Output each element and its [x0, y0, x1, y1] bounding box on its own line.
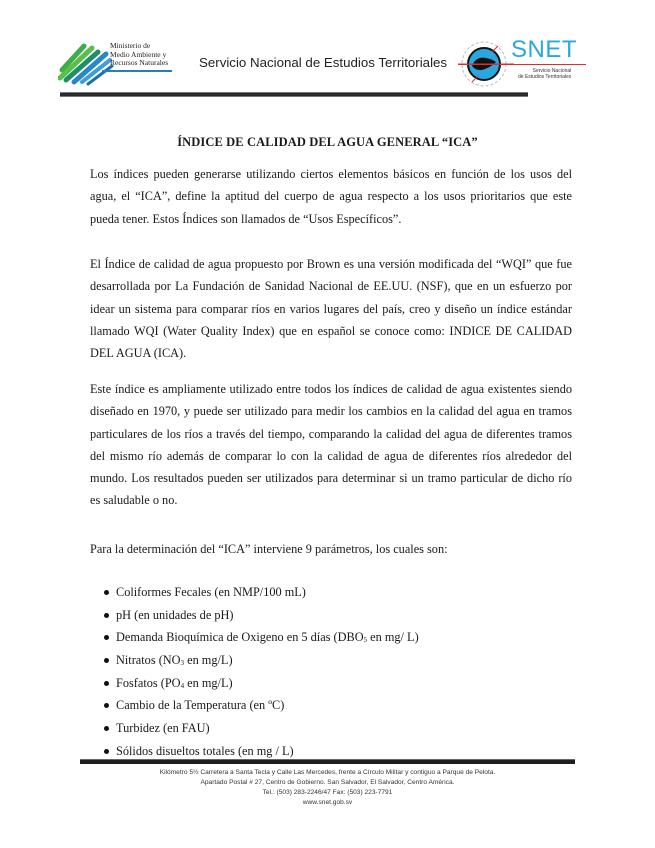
- ministry-logo: [58, 40, 170, 86]
- bullet-icon: [104, 635, 109, 640]
- list-item-text: Cambio de la Temperatura (en ºC): [116, 698, 285, 713]
- footer-address: Kilómetro 5½ Carretera a Santa Tecla y Calle Las Mercedes, frente a Círculo Militar y contiguo a Parque de Pelota.: [159, 769, 496, 776]
- paragraph-brown-wqi: El Índice de calidad de agua propuesto por Brown es una versión modificada del “WQI” que fue desarrollada por La Fundación de Sanidad Nacional de EE.UU. (NSF), que en un esfuerzo por idear un sistema para comparar ríos en varios lugares del país, creo y diseño un índice estándar llamado WQI (Water Quality Index) que en español se conoce como: INDICE DE CALIDAD DEL AGUA (ICA).: [90, 257, 572, 361]
- list-item-text-suffix: en mg/ L): [367, 630, 419, 645]
- list-item: [90, 649, 419, 672]
- ministry-line-2: Medio Ambiente y: [110, 49, 167, 59]
- snet-red-line: [458, 64, 586, 65]
- page-header: [0, 0, 655, 100]
- paragraph-intro: Los índices pueden generarse utilizando ciertos elementos básicos en función de los usos del agua, el “ICA”, define la aptitud del cuerpo de agua respecto a los usos prioritarios que este pueda tener. Estos Índices son llamados de “Usos Específicos”.: [90, 167, 572, 226]
- header-divider: [60, 92, 528, 97]
- ministry-line-1: Ministerio de: [110, 41, 151, 50]
- snet-sub-line-2: de Estudios Territoriales: [518, 74, 572, 80]
- bullet-icon: [104, 749, 109, 754]
- snet-logo: [458, 38, 588, 88]
- list-item-text: Sólidos disueltos totales (en mg / L): [116, 743, 294, 758]
- bullet-icon: [104, 613, 109, 618]
- list-item: [90, 694, 419, 717]
- list-item-text: Fosfatos (PO: [116, 675, 181, 690]
- subscript: 5: [363, 636, 368, 645]
- page-footer: [0, 768, 655, 808]
- footer-phone: Tel.: (503) 283-2246/47 Fax: (503) 223-7791: [262, 789, 393, 796]
- ministry-line-3: Recursos Naturales: [110, 58, 169, 67]
- list-item-text: pH (en unidades de pH): [116, 607, 234, 622]
- bullet-icon: [104, 703, 109, 708]
- subscript: 4: [180, 681, 185, 690]
- ministry-name: [110, 42, 168, 68]
- bullet-icon: [104, 681, 109, 686]
- header-title: Servicio Nacional de Estudios Territoriales: [199, 55, 448, 70]
- list-item-text: Turbidez (en FAU): [116, 721, 210, 736]
- list-item-text-suffix: en mg/L): [184, 675, 233, 690]
- bullet-icon: [104, 590, 109, 595]
- document-title: ÍNDICE DE CALIDAD DEL AGUA GENERAL “ICA”: [177, 135, 478, 149]
- footer-postal: Apartado Postal # 27, Centro de Gobierno. San Salvador, El Salvador, Centro América.: [200, 779, 455, 786]
- list-item: [90, 717, 419, 740]
- list-item-text: Coliformes Fecales (en NMP/100 mL): [116, 585, 306, 599]
- subscript: 3: [180, 659, 185, 668]
- snet-wordmark: SNET: [511, 36, 578, 63]
- snet-subtitle: [518, 68, 571, 80]
- paragraph-parameters-intro: Para la determinación del “ICA” interviene 9 parámetros, los cuales son:: [90, 542, 448, 556]
- snet-sub-line-1: Servicio Nacional: [532, 68, 572, 74]
- footer-divider: [80, 759, 575, 764]
- paragraph-usage: Este índice es ampliamente utilizado entre todos los índices de calidad de agua existentes siendo diseñado en 1970, y puede ser utilizado para medir los cambios en la calidad del agua en tramos particulares de los ríos a través del tiempo, comparando la calidad del agua de diferentes tramos del mismo río además de comparar lo con la calidad de agua de diferentes ríos alrededor del mundo. Los resultados pueden ser utilizados para determinar si un tramo particular de dicho río es saludable o no.: [90, 382, 572, 508]
- footer-website-link[interactable]: www.snet.gob.sv: [302, 799, 353, 806]
- bullet-icon: [104, 726, 109, 731]
- list-item: [90, 581, 419, 604]
- ministry-underline: [102, 70, 172, 72]
- list-item-text: Demanda Bioquímica de Oxigeno en 5 días (DBO: [116, 630, 364, 645]
- list-item: [90, 626, 419, 649]
- list-item-text-suffix: en mg/L): [184, 653, 233, 668]
- globe-icon: [458, 38, 514, 88]
- list-item: [90, 672, 419, 695]
- list-item: [90, 604, 419, 627]
- parameter-list: [90, 581, 419, 763]
- bullet-icon: [104, 658, 109, 663]
- ministry-brush-icon: [58, 40, 118, 86]
- list-item-text: Nitratos (NO: [116, 653, 181, 668]
